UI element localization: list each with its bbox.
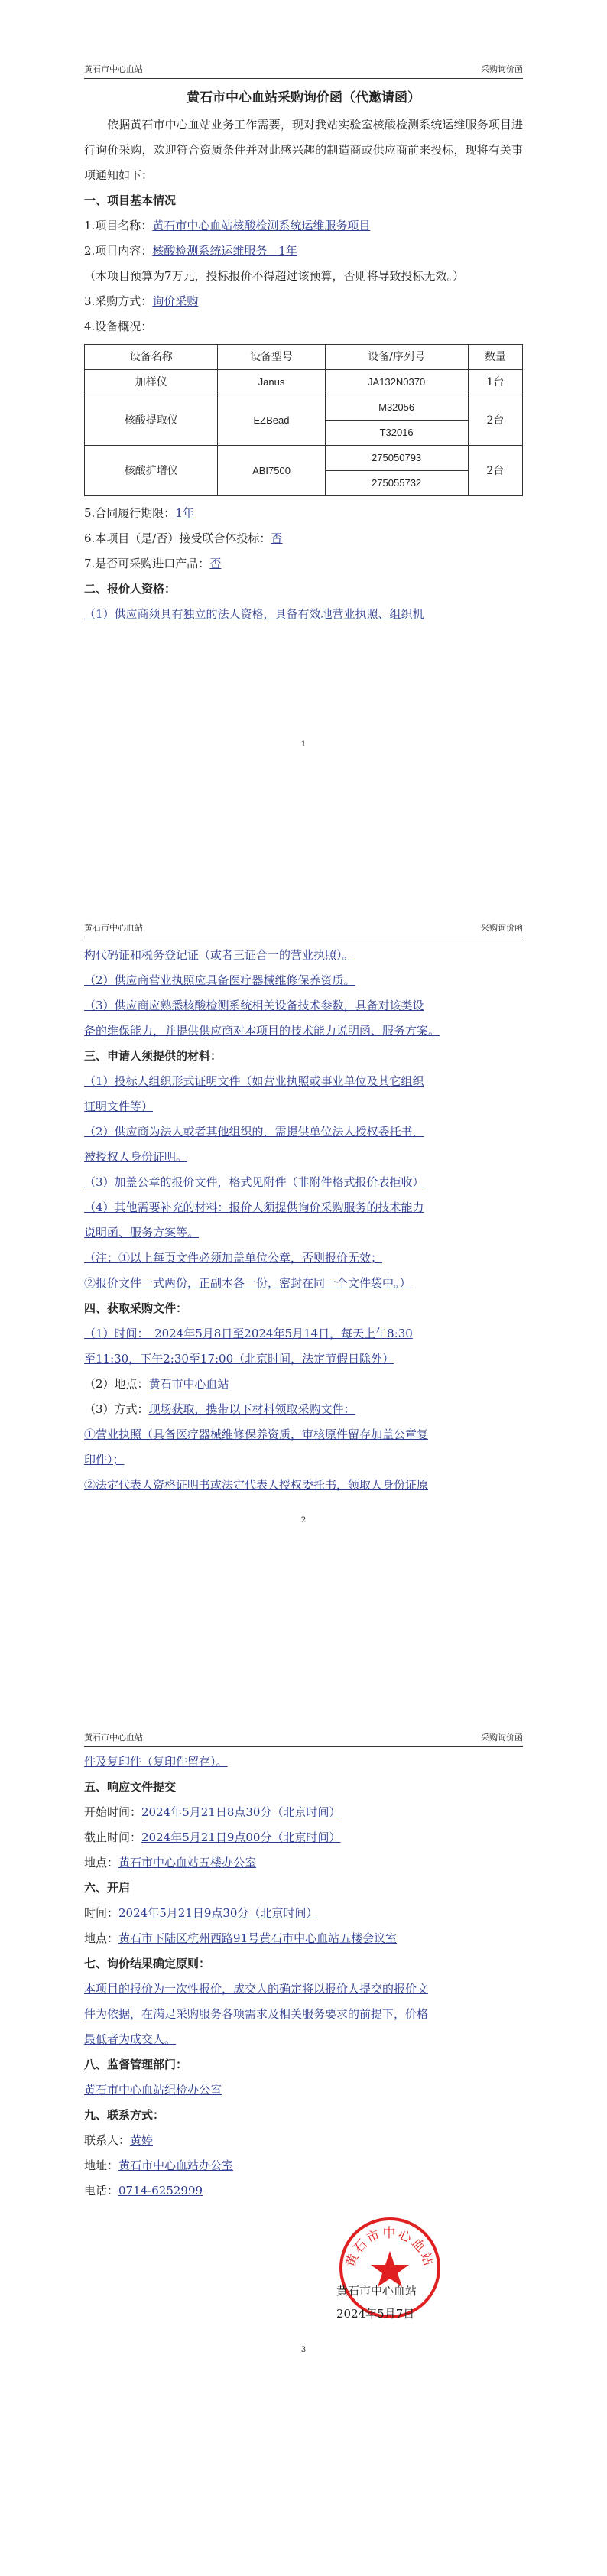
item-4: 4.设备概况： [84,320,153,333]
material-1-line-1: （1）投标人组织形式证明文件（如营业执照或事业单位及其它组织 [84,1074,424,1088]
cell-qty: 1台 [468,370,522,395]
equipment-table [84,344,523,496]
page-header [84,61,523,79]
cell-serial: JA132N0370 [325,370,468,395]
cell-qty: 2台 [468,446,522,496]
material-4-line-2: 说明函、服务方案等。 [84,1226,200,1239]
table-row [85,446,523,471]
qualification-3-line-2: 备的维保能力，并提供供应商对本项目的技术能力说明函、服务方案。 [84,1024,440,1038]
material-note-1: （注：①以上每页文件必须加盖单位公章，否则报价无效； [84,1251,383,1265]
contact-address: 地址：黄石市中心血站办公室 [84,2159,234,2172]
header-doc-type: 采购询价函 [481,1733,523,1743]
cell-name: 核酸扩增仪 [85,446,218,496]
table-row [85,395,523,421]
page-number: 3 [300,2346,307,2354]
submit-start: 开始时间：2024年5月21日8点30分（北京时间） [84,1805,341,1819]
col-header-model: 设备型号 [218,345,325,370]
required-1-line-1: ①营业执照（具备医疗器械维修保养资质，审核原件留存加盖公章复 [84,1428,429,1441]
open-place: 地点：黄石市下陆区杭州西路91号黄石市中心血站五楼会议室 [84,1931,398,1945]
header-org: 黄石市中心血站 [84,923,143,933]
contact-phone: 电话：0714-6252999 [84,2184,203,2198]
section-3-heading: 三、申请人须提供的材料： [84,1049,222,1063]
material-note-2: ②报价文件一式两份，正副本各一份，密封在同一个文件袋中。） [84,1276,411,1290]
cell-model: Janus [218,370,325,395]
page-2 [0,859,607,1717]
required-2-line-2: 件及复印件（复印件留存）。 [84,1755,228,1769]
section-8-heading: 八、监督管理部门： [84,2058,188,2071]
acquire-time-line-2: 至11:30，下午2:30至17:00（北京时间，法定节假日除外） [84,1352,394,1366]
submit-place: 地点：黄石市中心血站五楼办公室 [84,1856,257,1869]
budget-note: （本项目预算为7万元，投标报价不得超过该预算，否则将导致投标无效。） [84,269,465,283]
item-5: 5.合同履行期限：1年 [84,506,194,520]
item-6: 6.本项目（是/否）接受联合体投标：否 [84,531,283,545]
cell-serial: 275055732 [325,471,468,496]
header-org: 黄石市中心血站 [84,64,143,74]
sign-org: 黄石市中心血站 [336,2284,417,2298]
cell-serial: T32016 [325,421,468,446]
cell-name: 加样仪 [85,370,218,395]
procurement-method: 询价采购 [152,294,199,308]
material-2-line-1: （2）供应商为法人或者其他组织的，需提供单位法人授权委托书， [84,1125,424,1139]
result-principle-line-3: 最低者为成交人。 [84,2032,177,2046]
cell-model: ABI7500 [218,446,325,496]
project-name: 黄石市中心血站核酸检测系统运维服务项目 [152,219,371,232]
submit-end: 截止时间：2024年5月21日9点00分（北京时间） [84,1830,341,1844]
signature-block [336,2279,417,2325]
cell-qty: 2台 [468,395,522,446]
required-1-line-2: 印件）； [84,1453,125,1467]
section-1-heading: 一、项目基本情况 [84,193,177,207]
header-doc-type: 采购询价函 [481,923,523,933]
qualification-1-line-1: （1）供应商须具有独立的法人资格，具备有效地营业执照、组织机 [84,607,424,621]
cell-serial: 275050793 [325,446,468,471]
section-7-heading: 七、询价结果确定原则： [84,1957,211,1970]
result-principle-line-2: 件为依据，在满足采购服务各项需求及相关服务要求的前提下，价格 [84,2007,429,2021]
material-2-line-2: 被授权人身份证明。 [84,1150,188,1164]
item-2: 2.项目内容：核酸检测系统运维服务 1年 [84,244,297,258]
material-4-line-1: （4）其他需要补充的材料：报价人须提供询价采购服务的技术能力 [84,1200,424,1214]
page-1 [0,0,607,859]
cell-serial: M32056 [325,395,468,421]
cell-name: 核酸提取仪 [85,395,218,446]
page-header [84,920,523,937]
svg-text:黄石市中心血站: 黄石市中心血站 [343,2226,437,2269]
col-header-name: 设备名称 [85,345,218,370]
material-1-line-2: 证明文件等） [84,1100,154,1113]
item-1: 1.项目名称：黄石市中心血站核酸检测系统运维服务项目 [84,219,371,232]
cell-model: EZBead [218,395,325,446]
contract-period: 1年 [175,506,194,520]
material-3: （3）加盖公章的报价文件，格式见附件（非附件格式报价表拒收） [84,1175,424,1189]
acquire-place: （2）地点：黄石市中心血站 [84,1377,229,1391]
required-2-line-1: ②法定代表人资格证明书或法定代表人授权委托书，领取人身份证原 [84,1478,429,1492]
col-header-serial: 设备/序列号 [325,345,468,370]
table-row [85,370,523,395]
item-3: 3.采购方式：询价采购 [84,294,199,308]
section-2-heading: 二、报价人资格： [84,582,177,596]
contact-person: 联系人：黄婷 [84,2133,154,2147]
supervision-dept: 黄石市中心血站纪检办公室 [84,2083,222,2097]
document-title: 黄石市中心血站采购询价函（代邀请函） [187,90,420,106]
section-4-heading: 四、获取采购文件： [84,1301,188,1315]
item-7: 7.是否可采购进口产品：否 [84,557,222,570]
open-time: 时间：2024年5月21日9点30分（北京时间） [84,1906,318,1920]
import-allowed: 否 [209,557,222,570]
acquire-method: （3）方式：现场获取，携带以下材料领取采购文件： [84,1402,355,1416]
acquire-time-line-1: （1）时间： 2024年5月8日至2024年5月14日，每天上午8:30 [84,1327,413,1340]
section-9-heading: 九、联系方式： [84,2108,165,2122]
page-header [84,1730,523,1747]
qualification-3-line-1: （3）供应商应熟悉核酸检测系统相关设备技术参数，具备对该类设 [84,999,424,1012]
sign-date: 2024年5月7日 [336,2307,415,2321]
table-header-row [85,345,523,370]
qualification-1-line-2: 构代码证和税务登记证（或者三证合一的营业执照）。 [84,948,354,962]
consortium-allowed: 否 [271,531,283,545]
intro-paragraph: 依据黄石市中心血站业务工作需要，现对我站实验室核酸检测系统运维服务项目进行询价采购，欢迎符合资质条件并对此感兴趣的制造商或供应商前来投标，现将有关事项通知如下： [84,118,523,182]
page-number: 2 [300,1516,307,1525]
header-doc-type: 采购询价函 [481,64,523,74]
header-org: 黄石市中心血站 [84,1733,143,1743]
section-6-heading: 六、开启 [84,1881,131,1895]
page-number: 1 [300,740,307,749]
page-3 [0,1717,607,2576]
result-principle-line-1: 本项目的报价为一次性报价，成交人的确定将以报价人提交的报价文 [84,1982,429,1996]
col-header-qty: 数量 [468,345,522,370]
section-5-heading: 五、响应文件提交 [84,1780,177,1794]
project-content: 核酸检测系统运维服务 1年 [152,244,297,258]
qualification-2: （2）供应商营业执照应具备医疗器械维修保养资质。 [84,973,355,987]
